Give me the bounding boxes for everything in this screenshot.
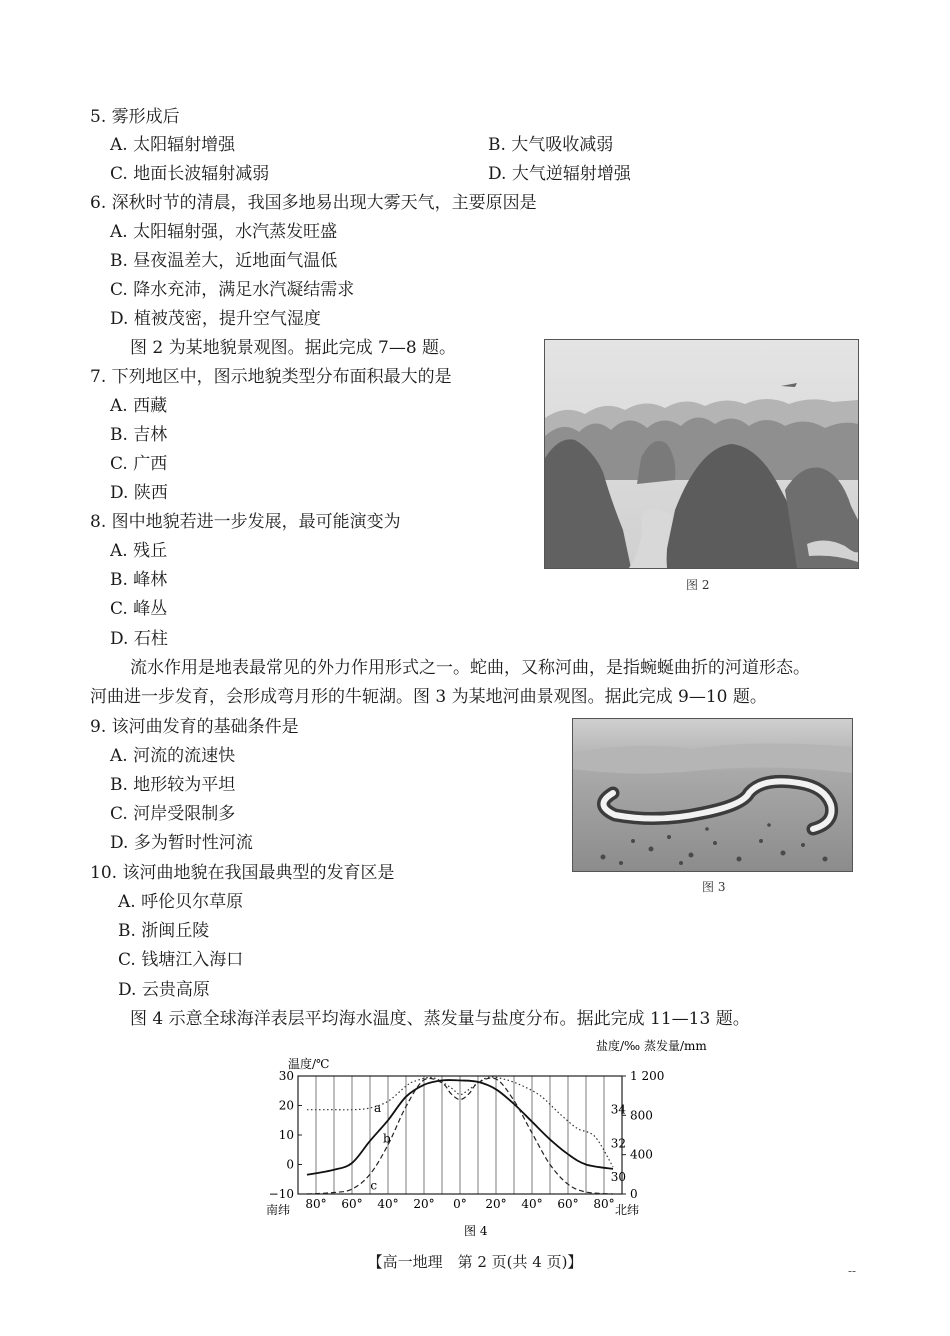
series-c-label: c <box>370 1178 378 1193</box>
y-right-tick-label: 0 <box>630 1187 638 1201</box>
x-tick-label: 40° <box>521 1197 543 1211</box>
question-5-option-d: D. 大气逆辐射增强 <box>488 164 631 184</box>
question-7-stem: 7. 下列地区中，图示地貌类型分布面积最大的是 <box>90 367 452 387</box>
y-right-tick-label: 400 <box>630 1147 653 1162</box>
x-tick-label: 20° <box>485 1197 507 1211</box>
question-9-stem: 9. 该河曲发育的基础条件是 <box>90 717 299 737</box>
question-8-option-b: B. 峰林 <box>110 570 168 590</box>
question-5-option-b: B. 大气吸收减弱 <box>488 135 614 155</box>
x-tick-label: 60° <box>341 1197 363 1211</box>
y-right-axis-label: 蒸发量/mm <box>644 1039 707 1053</box>
y-mid-axis-label: 盐度/‰ <box>596 1039 641 1053</box>
question-6-stem: 6. 深秋时节的清晨，我国多地易出现大雾天气，主要原因是 <box>90 193 537 213</box>
question-5-option-c: C. 地面长波辐射减弱 <box>110 164 270 184</box>
question-10-option-a: A. 呼伦贝尔草原 <box>118 892 244 912</box>
figure-2-karst-photo <box>544 339 859 569</box>
y-mid-tick-label: 34 <box>610 1102 627 1117</box>
question-8-option-d: D. 石柱 <box>110 629 168 649</box>
y-left-tick-label: 30 <box>278 1069 294 1083</box>
x-tick-label: 80° <box>305 1197 327 1211</box>
question-9-option-c: C. 河岸受限制多 <box>110 804 236 824</box>
intro-9-10-line-1: 流水作用是地表最常见的外力作用形式之一。蛇曲，又称河曲，是指蜿蜒曲折的河道形态。 <box>130 658 810 678</box>
question-5-option-a: A. 太阳辐射增强 <box>110 135 236 155</box>
x-tick-label: 20° <box>413 1197 435 1211</box>
y-left-axis-label: 温度/℃ <box>288 1057 330 1071</box>
y-left-tick-label: −10 <box>268 1187 294 1201</box>
x-axis-label-north: 北纬 <box>615 1203 640 1217</box>
question-6-option-b: B. 昼夜温差大，近地面气温低 <box>110 251 338 271</box>
question-9-option-a: A. 河流的流速快 <box>110 746 236 766</box>
figure-4-caption: 图 4 <box>464 1224 488 1238</box>
x-tick-label: 40° <box>377 1197 399 1211</box>
question-8-option-c: C. 峰丛 <box>110 599 168 619</box>
question-6-option-c: C. 降水充沛，满足水汽凝结需求 <box>110 280 355 300</box>
y-right-tick-label: 1 200 <box>630 1069 665 1083</box>
intro-11-13: 图 4 示意全球海洋表层平均海水温度、蒸发量与盐度分布。据此完成 11—13 题。 <box>130 1009 750 1029</box>
y-mid-tick-label: 32 <box>610 1136 627 1151</box>
question-9-option-b: B. 地形较为平坦 <box>110 775 236 795</box>
question-6-option-a: A. 太阳辐射强，水汽蒸发旺盛 <box>110 222 338 242</box>
series-b-label: b <box>383 1131 391 1146</box>
question-7-option-a: A. 西藏 <box>110 396 168 416</box>
question-8-option-a: A. 残丘 <box>110 541 168 561</box>
question-10-option-c: C. 钱塘江入海口 <box>118 950 244 970</box>
question-7-option-c: C. 广西 <box>110 454 168 474</box>
question-5-stem: 5. 雾形成后 <box>90 107 180 127</box>
question-10-option-d: D. 云贵高原 <box>118 980 210 1000</box>
y-mid-tick-label: 30 <box>610 1170 627 1185</box>
intro-7-8: 图 2 为某地貌景观图。据此完成 7—8 题。 <box>130 338 457 358</box>
intro-9-10-line-2: 河曲进一步发育，会形成弯月形的牛轭湖。图 3 为某地河曲景观图。据此完成 9—10 题。 <box>90 687 767 707</box>
page-footer: 【高一地理 第 2 页(共 4 页)】 <box>367 1253 583 1271</box>
x-tick-label: 80° <box>593 1197 615 1211</box>
figure-3-meander-photo <box>572 718 853 872</box>
figure-3-caption: 图 3 <box>702 880 726 894</box>
corner-mark: -- <box>848 1264 857 1278</box>
x-axis-label-south: 南纬 <box>266 1203 291 1217</box>
question-8-stem: 8. 图中地貌若进一步发展，最可能演变为 <box>90 512 401 532</box>
meander-landscape-image <box>573 719 852 871</box>
karst-landscape-image <box>545 340 858 568</box>
series-a-label: a <box>374 1101 382 1116</box>
y-right-tick-label: 800 <box>630 1108 653 1123</box>
y-left-tick-label: 10 <box>278 1128 294 1142</box>
figure-2-caption: 图 2 <box>686 578 710 592</box>
y-left-tick-label: 0 <box>286 1157 294 1172</box>
question-7-option-d: D. 陕西 <box>110 483 168 503</box>
question-7-option-b: B. 吉林 <box>110 425 168 445</box>
question-10-option-b: B. 浙闽丘陵 <box>118 921 210 941</box>
question-9-option-d: D. 多为暂时性河流 <box>110 833 253 853</box>
figure-4-chart <box>260 1032 707 1242</box>
question-6-option-d: D. 植被茂密，提升空气湿度 <box>110 309 321 329</box>
x-tick-label: 60° <box>557 1197 579 1211</box>
x-tick-label: 0° <box>453 1197 467 1211</box>
question-10-stem: 10. 该河曲地貌在我国最典型的发育区是 <box>90 863 395 883</box>
y-left-tick-label: 20 <box>278 1098 294 1113</box>
